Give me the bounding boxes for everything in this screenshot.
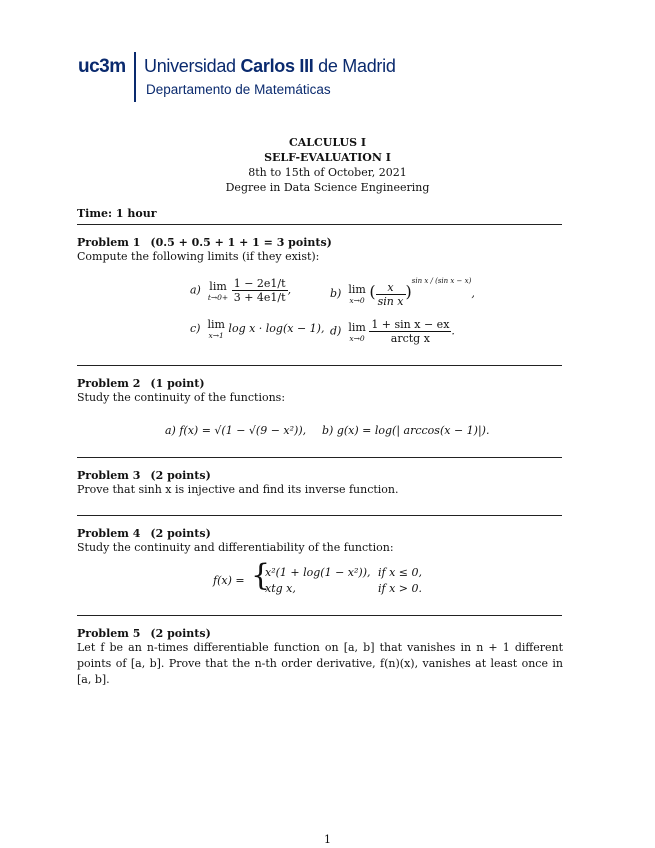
divider	[77, 615, 562, 616]
problem-1-title: Problem 1 (0.5 + 0.5 + 1 + 1 = 3 points)	[77, 236, 332, 249]
logo-uc3m: uc3m	[78, 56, 126, 77]
limit-a: a) lim t→0+ $\frac{1 - 2e1/t}{3 + 4e1/t}$ ,	[190, 277, 292, 304]
function-f: a) f(x) = √(1 − √(9 − x²)),	[165, 424, 307, 437]
exam-title-block	[0, 135, 655, 195]
problem-4-title: Problem 4 (2 points)	[77, 527, 211, 540]
divider	[77, 365, 562, 366]
problem-3-text: Prove that sinh x is injective and find its inverse function.	[77, 483, 399, 496]
problem-4-text: Study the continuity and differentiability of the function:	[77, 541, 394, 554]
exam-title: SELF-EVALUATION I	[264, 151, 391, 164]
degree-name: Degree in Data Science Engineering	[225, 181, 430, 194]
university-name: Universidad Carlos III de Madrid	[144, 56, 396, 76]
divider	[77, 224, 562, 225]
limit-d: d) lim x→0 $\frac{\text{1 + sin x − ex}}{\text{arctg x}}$ .	[330, 318, 455, 345]
limit-c: c) lim x→1 log x · log(x − 1),	[190, 318, 325, 340]
exam-dates: 8th to 15th of October, 2021	[248, 166, 407, 179]
logo-divider	[134, 52, 136, 102]
divider	[77, 515, 562, 516]
department-name: Departamento de Matemáticas	[146, 82, 331, 97]
course-title: CALCULUS I	[288, 136, 367, 149]
time-limit: Time: 1 hour	[77, 207, 157, 220]
problem-3-title: Problem 3 (2 points)	[77, 469, 211, 482]
divider	[77, 457, 562, 458]
page-number: 1	[324, 833, 331, 846]
problem-2-title: Problem 2 (1 point)	[77, 377, 205, 390]
problem-2-text: Study the continuity of the functions:	[77, 391, 286, 404]
problem-1-text: Compute the following limits (if they exist):	[77, 250, 320, 263]
function-g: b) g(x) = log(| arccos(x − 1)|).	[322, 424, 490, 437]
problem-5-text: Let f be an n-times differentiable function on [a, b] that vanishes in n + 1 different points of [a, b]. Prove that the n-th order derivative, f(n)(x), vanishes at least once in [a, b].	[77, 641, 563, 686]
problem-5-title: Problem 5 (2 points)	[77, 627, 211, 640]
limit-b: b) lim x→0 ( $\frac{x}{\text{sin x}}$ )$^{sin x / (sin x - x)}$,	[330, 277, 475, 308]
